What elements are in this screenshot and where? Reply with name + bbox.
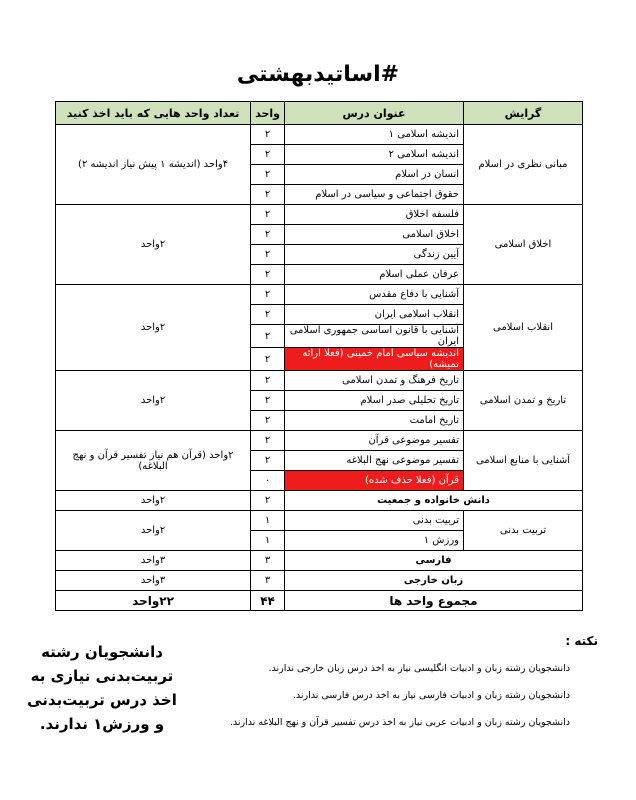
total-label: مجموع واحد ها — [285, 591, 583, 611]
course-cell: زبان خارجی — [285, 571, 583, 591]
required-cell: ۲واحد — [56, 205, 251, 285]
side-note: دانشجویان رشته تربیت‌بدنی نیازی به اخذ درس تربیت‌بدنی و ورزش۱ ندارند. — [27, 643, 177, 733]
course-cell: فلسفه اخلاق — [285, 205, 464, 225]
total-units: ۴۴ — [251, 591, 285, 611]
course-cell: دانش خانواده و جمعیت — [285, 491, 583, 511]
course-cell: تفسیر موضوعی نهج البلاغه — [285, 451, 464, 471]
table-row — [56, 491, 583, 511]
units-cell: ۲ — [251, 125, 285, 145]
units-cell: ۲ — [251, 325, 285, 348]
total-required: ۲۲واحد — [56, 591, 251, 611]
units-cell: ۲ — [251, 165, 285, 185]
course-cell: تاریخ فرهنگ و تمدن اسلامی — [285, 371, 464, 391]
units-cell: ۳ — [251, 551, 285, 571]
units-cell: ۲ — [251, 205, 285, 225]
course-cell: آیین زندگی — [285, 245, 464, 265]
course-cell: حقوق اجتماعی و سیاسی در اسلام — [285, 185, 464, 205]
table-row — [56, 205, 583, 225]
units-cell: ۲ — [251, 451, 285, 471]
table-row — [56, 125, 583, 145]
units-cell: ۳ — [251, 571, 285, 591]
required-cell: ۴واحد (اندیشه ۱ پیش نیاز اندیشه ۲) — [56, 125, 251, 205]
units-cell: ۲ — [251, 371, 285, 391]
units-cell: ۲ — [251, 411, 285, 431]
course-cell: تاریخ امامت — [285, 411, 464, 431]
table-row — [56, 571, 583, 591]
course-cell: تربیت بدنی — [285, 511, 464, 531]
header-group: گرایش — [464, 102, 583, 125]
units-cell: ۲ — [251, 348, 285, 371]
course-cell: انقلاب اسلامی ایران — [285, 305, 464, 325]
notes-heading: نکته : — [565, 634, 598, 648]
required-cell: ۲واحد — [56, 511, 251, 551]
units-cell: ۲ — [251, 431, 285, 451]
table-header-row — [56, 102, 583, 125]
note-line: دانشجویان رشته زبان و ادبیات فارسی نیاز به اخذ درس فارسی ندارند. — [292, 690, 570, 701]
group-cell: اخلاق اسلامی — [464, 205, 583, 285]
table-row — [56, 551, 583, 571]
required-cell: ۳واحد — [56, 571, 251, 591]
course-cell: ورزش ۱ — [285, 531, 464, 551]
course-cell: تفسیر موضوعی قرآن — [285, 431, 464, 451]
required-cell: ۳واحد — [56, 551, 251, 571]
course-cell: عرفان عملی اسلام — [285, 265, 464, 285]
units-cell: ۲ — [251, 491, 285, 511]
units-cell: ۲ — [251, 285, 285, 305]
units-cell: ۲ — [251, 225, 285, 245]
units-cell: ۲ — [251, 391, 285, 411]
page-title: #اساتیدبهشتی — [236, 62, 400, 87]
course-table — [55, 101, 583, 611]
header-course: عنوان درس — [285, 102, 464, 125]
group-cell: آشنایی با منابع اسلامی — [464, 431, 583, 491]
units-cell: ۲ — [251, 145, 285, 165]
group-cell: تاریخ و تمدن اسلامی — [464, 371, 583, 431]
note-line: دانشجویان رشته زبان و ادبیات عربی نیاز به اخذ درس تفسیر قرآن و نهج البلاغه ندارند. — [229, 717, 570, 728]
total-row — [56, 591, 583, 611]
units-cell: ۱ — [251, 531, 285, 551]
required-cell: ۲واحد (قرآن هم نیاز تفسیر قرآن و نهج البلاغه) — [56, 431, 251, 491]
notes-section — [178, 628, 598, 736]
required-cell: ۲واحد — [56, 371, 251, 431]
units-cell: ۲ — [251, 265, 285, 285]
group-cell: انقلاب اسلامی — [464, 285, 583, 371]
units-cell: ۲ — [251, 305, 285, 325]
course-cell-highlighted: اندیشه سیاسی امام خمینی (فعلا ارائه نمیشه) — [285, 348, 464, 371]
note-line: دانشجویان رشته زبان و ادبیات انگلیسی نیاز به اخذ درس زبان خارجی ندارند. — [268, 663, 570, 674]
course-cell: اندیشه اسلامی ۱ — [285, 125, 464, 145]
course-cell: تاریخ تحلیلی صدر اسلام — [285, 391, 464, 411]
table-row — [56, 431, 583, 451]
header-units: واحد — [251, 102, 285, 125]
units-cell: ۱ — [251, 511, 285, 531]
course-cell: انسان در اسلام — [285, 165, 464, 185]
course-cell: اندیشه اسلامی ۲ — [285, 145, 464, 165]
course-cell-highlighted: قرآن (فعلا حذف شده) — [285, 471, 464, 491]
course-cell: اخلاق اسلامی — [285, 225, 464, 245]
units-cell: ۲ — [251, 245, 285, 265]
course-cell: آشنایی با قانون اساسی جمهوری اسلامی ایران — [285, 325, 464, 348]
group-cell: تربیت بدنی — [464, 511, 583, 551]
required-cell: ۲واحد — [56, 491, 251, 511]
table-row — [56, 371, 583, 391]
table-row — [56, 511, 583, 531]
units-cell: ۲ — [251, 185, 285, 205]
table-row — [56, 285, 583, 305]
course-cell: فارسی — [285, 551, 583, 571]
group-cell: مبانی نظری در اسلام — [464, 125, 583, 205]
header-required: تعداد واحد هایی که باید اخذ کنید — [56, 102, 251, 125]
required-cell: ۲واحد — [56, 285, 251, 371]
units-cell: ۰ — [251, 471, 285, 491]
course-cell: آشنایی با دفاع مقدس — [285, 285, 464, 305]
